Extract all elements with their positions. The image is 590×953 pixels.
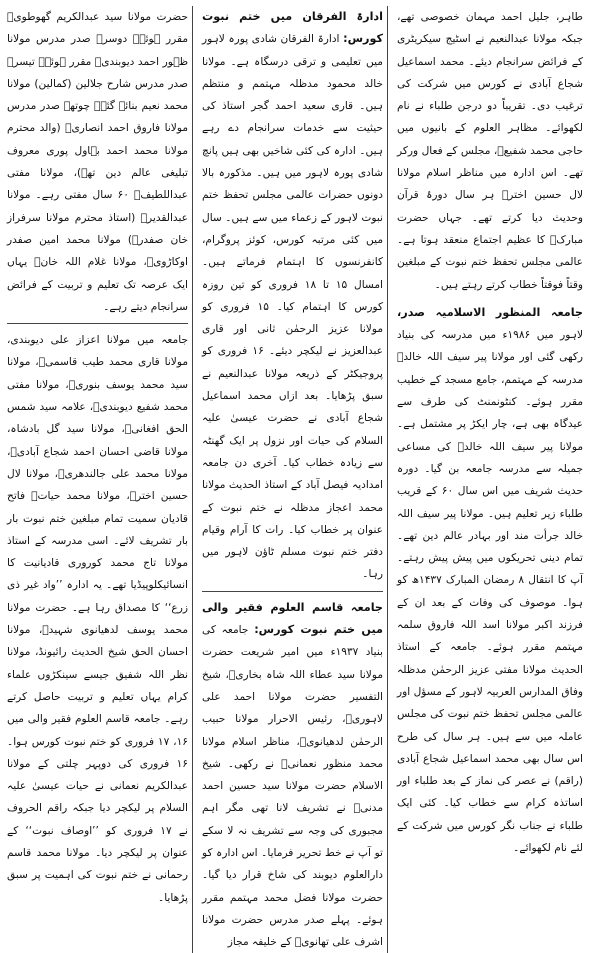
column-middle — [202, 6, 388, 953]
column-left — [7, 6, 193, 953]
paragraph-text: ادارۃ الفرقان شادی پورہ لاہور میں تعلیمی و ترقی درسگاہ ہے۔ مولانا خالد محمود مدظلہ مہتمم و منتظم ہیں۔ قاری سعید احمد گجر استاذ کی حیثیت سے خدمات سرانجام دے رہے ہیں۔ ادارہ کی کئی شاخیں بھی ہیں پانچ شادی پورہ لاہور میں ہیں۔ مذکورہ بالا دونوں حضرات عالمی مجلس تحفظ ختم نبوت لاہور کے زعماء میں سے ہیں۔ سال میں کئی مرتبہ کورس، کوئز پروگرام، کانفرنسوں کا اہتمام فرماتے ہیں۔ امسال ۱۵ تا ۱۸ فروری کو تین روزہ کورس کا اہتمام کیا۔ ۱۵ فروری کو مولانا عزیز الرحمٰن ثانی اور قاری عبدالعزیز نے لیکچر دیئے۔ ۱۶ فروری کو پروجیکٹر کے ذریعہ مولانا عبدالنعیم نے سبق پڑھایا۔ بعد ازاں محمد اسماعیل شجاع آبادی نے حضرت عیسیٰ علیہ السلام کی حیات اور نزول پر ایک گھنٹہ سے زیادہ خطاب کیا۔ آخری دن جامعہ امدادیہ فیصل آباد کے استاذ الحدیث مولانا محمد اعجاز مدظلہ نے ختم نبوت کے عنوان پر خطاب کیا۔ رات کا آرام وقیام دفتر ختم نبوت مسلم ٹاؤن لاہور میں رہا۔ — [202, 33, 383, 581]
section-heading: ادارۃ الفرقان میں ختم نبوت کورس: — [202, 10, 383, 46]
paragraph: جامعہ میں مولانا اعزاز علی دیوبندی، مولانا قاری محمد طیب قاسمیؒ، مولانا سید محمد یوسف بنوریؒ، مولانا مفتی محمد شفیع دیوبندیؒ، علامہ سید شمس الحق افغانیؒ، مولانا سید گل بادشاہ، مولانا قاضی احسان احمد شجاع آبادیؒ، مولانا محمد علی جالندھریؒ، مولانا لال حسین اخترؒ، مولانا محمد حیاتؒ فاتح قادیان سمیت تمام مبلغین ختم نبوت بار بار تشریف لائے۔ اسی مدرسہ کے استاذ مولانا تاج محمد کوروری قادیانیت کا انسائیکلوپیڈیا تھے۔ یہ ادارہ ’’واد غیر ذی زرع‘‘ کا مصداق رہا ہے۔ حضرت مولانا محمد یوسف لدھیانوی شہیدؒ، مولانا احسان الحق شیخ الحدیث رائیونڈ، مولانا نظر اللہ شفیق جیسے سینکڑوں علماء کرام یہاں تعلیم و تربیت حاصل کرتے رہے۔ جامعہ قاسم العلوم فقیر والی میں ۱۶، ۱۷ فروری کو ختم نبوت کورس ہوا۔ ۱۶ فروری کی دوپہر چلتی کے مولانا عبدالکریم نعمانی نے حیات عیسیٰ علیہ السلام پر لیکچر دیا جبکہ راقم الحروف نے ۱۷ فروری کو ’’اوصاف نبوت‘‘ کے عنوان پر لیکچر دیا۔ مولانا محمد قاسم رحمانی نے ختم نبوت کی اہمیت پر سبق پڑھایا۔ — [7, 334, 188, 904]
paragraph — [397, 302, 583, 859]
paragraph-text: جامعہ کی بنیاد ۱۹۳۷ء میں امیر شریعت حضرت مولانا سید عطاء اللہ شاہ بخاریؒ، شیخ التفسیر حضرت مولانا احمد علی لاہوریؒ، رئیس الاحرار مولانا حبیب الرحمٰن لدھیانویؒ، مناظر اسلام مولانا محمد منظور نعمانیؒ نے رکھی۔ شیخ الاسلام حضرت مولانا سید حسین احمد مدنیؒ نے تشریف لانا تھی مگر اہم مجبوری کی وجہ سے تشریف نہ لا سکے تو آپ نے خط تحریر فرمایا۔ اس ادارہ کو دارالعلوم دیوبند کی شاخ قرار دیا گیا۔ حضرت مولانا فضل محمد مہتمم مقرر ہوئے۔ پہلے صدر مدرس حضرت مولانا اشرف علی تھانویؒ کے خلیفہ مجاز — [202, 624, 383, 949]
paragraph-text: لاہور میں ۱۹۸۶ء میں مدرسہ کی بنیاد رکھی گئی اور مولانا پیر سیف اللہ خالدؒ مدرسہ کے مہتمم، جامع مسجد کے خطیب مقرر ہوئے۔ کنٹونمنٹ کی طرف سے عیدگاہ بھی ہے، چار ایکڑ پر مشتمل ہے۔ مولانا پیر سیف اللہ خالدؒ کی مساعی جمیلہ سے مدرسہ جامعہ بن گیا۔ دورہ حدیث شریف میں اس سال ۶۰ کے قریب طلباء زیر تعلیم ہیں۔ مولانا پیر سیف اللہ خالد جرأت مند اور بہادر عالم دین تھے۔ تمام دینی تحریکوں میں پیش پیش رہتے۔ آپ کا انتقال ۸ رمضان المبارک ۱۴۳۷ھ کو ہوا۔ موصوف کی وفات کے بعد ان کے فرزند اکبر مولانا اسد اللہ فاروق سلمہ مہتمم مقرر ہوئے۔ جامعہ کے استاذ الحدیث مولانا مفتی عزیز الرحمٰن مدظلہ وفاق المدارس العربیہ لاہور کے مسؤل اور عالمی مجلس تحفظ ختم نبوت کی مجلس عاملہ میں سے ہیں۔ ہر سال کی طرح اس سال بھی محمد اسماعیل شجاع آبادی (راقم) نے عصر کی نماز کے بعد طلباء اور اساتذہ کرام سے خطاب کیا۔ کئی ایک طلباء نے جناب نگر کورس میں شرکت کے لئے نام لکھوائے۔ — [397, 329, 584, 854]
paragraph: طاہر، جلیل احمد مہمان خصوصی تھے، جبکہ مولانا عبدالنعیم نے اسٹیج سیکریٹری کے فرائض سرانجام دیئے۔ محمد اسماعیل شجاع آبادی نے کورس میں شرکت کی ترغیب دی۔ تقریباً دو درجن طلباء نے نام لکھوائے۔ مظاہر العلوم کے بانیوں میں حاجی محمد شفیعؒ، مجلس کے فعال ورکر تھے۔ اس ادارہ میں مناظر اسلام مولانا لال حسین اخترؒ ہر سال دورۂ قرآن وحدیث دیا کرتے تھے۔ جہاں حضرت مبارکؒ کا عظیم اجتماع منعقد ہوتا ہے۔ عالمی مجلس تحفظ ختم نبوت کے مبلغین وقتاً فوقتاً خطاب کرتے رہتے ہیں۔ — [397, 11, 583, 291]
paragraph — [202, 6, 383, 586]
section-divider — [202, 591, 383, 592]
column-right — [397, 6, 583, 953]
section-heading: جامعہ المنظور الاسلامیہ صدر، — [397, 305, 583, 319]
paragraph — [202, 597, 383, 953]
section-heading: جامعہ قاسم العلوم فقیر والی میں ختم نبوت کورس: — [202, 600, 383, 637]
section-divider — [7, 323, 188, 324]
paragraph: حضرت مولانا سید عبدالکریم گھوطویؒ مقرر ہوئے۔ دوسرے صدر مدرس مولانا ظہور احمد دیوبندیؒ مقرر ہوئے۔ تیسرے صدر مدرس شارح جلالین (کمالین) مولانا محمد نعیم بنائے گئے۔ چوتھے صدر مدرس مولانا فاروق احمد انصاریؒ (والد محترم مولانا محمد احمد بہاول پوری معروف تبلیغی عالم دین تھے)، مولانا مفتی عبداللطیفؒ ۶۰ سال مفتی رہے۔ مولانا عبدالقدیرؒ (استاذ محترم مولانا سرفراز خان صفدرؒ) مولانا محمد امین صفدر اوکاڑویؒ، مولانا غلام اللہ خانؒ یہاں ایک عرصہ تک تعلیم و تربیت کے فرائض سرانجام دیتے رہے۔ — [7, 11, 188, 313]
